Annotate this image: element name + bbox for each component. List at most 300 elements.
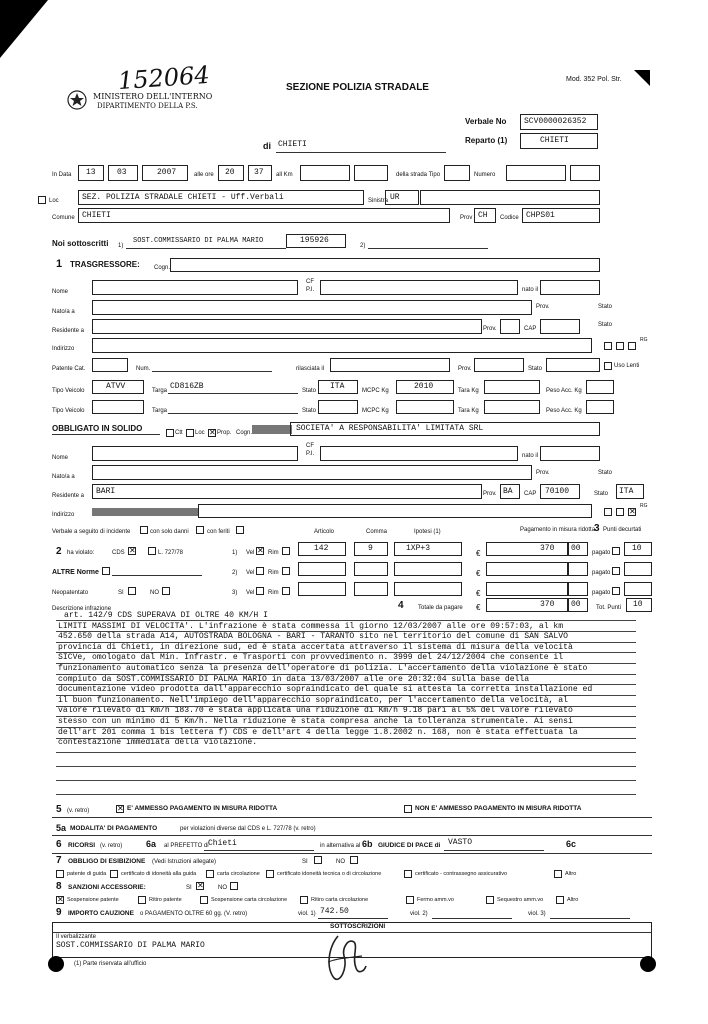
sanz-ritiro-patente-label: Ritiro patente <box>149 897 182 903</box>
ruled-line <box>56 674 636 675</box>
modalita-note: per violazioni diverse dal CDS e L. 727/78 (v. retro) <box>180 826 316 832</box>
obbligato-residente-box <box>92 484 482 499</box>
numero-box <box>506 165 566 181</box>
non-ammesso-label: NON E' AMMESSO PAGAMENTO IN MISURA RIDOTTA <box>415 805 582 812</box>
corner-mark-top-right <box>634 70 652 88</box>
row2-importo-dec-box <box>568 562 588 576</box>
neopatentato-si-checkbox[interactable] <box>128 587 136 595</box>
row3-rim-label: Rim <box>268 590 279 596</box>
danni-label: con solo danni <box>150 529 189 535</box>
sanz-altro-checkbox[interactable] <box>556 896 564 904</box>
sanz-sequestro-checkbox[interactable] <box>486 896 494 904</box>
row1-art-value: 142 <box>314 544 329 553</box>
peso-2-label: Peso Acc. Kg <box>546 408 582 414</box>
row2-rim-label: Rim <box>268 570 279 576</box>
oltre-label: o PAGAMENTO OLTRE 60 gg. (V. retro) <box>140 911 248 917</box>
uso-lenti-checkbox[interactable] <box>604 362 612 370</box>
obbligato-natoa-box <box>92 465 532 480</box>
loc-checkbox[interactable] <box>38 196 46 204</box>
numero-label: Numero <box>474 172 496 178</box>
obbligato-residente-value: BARI <box>96 487 116 496</box>
obbligato-pi-label: P.I. <box>306 451 315 457</box>
feriti-checkbox[interactable] <box>236 526 244 534</box>
section-6c-number: 6c <box>566 839 577 849</box>
modalita-label: MODALITA' DI PAGAMENTO <box>70 825 158 832</box>
row2-ipotesi-box <box>394 562 462 576</box>
esib-contrassegno-checkbox[interactable] <box>404 870 412 878</box>
verbalizzante-label: Il verbalizzante <box>56 934 97 940</box>
ruled-line <box>56 794 636 795</box>
obbligato-nato-il-label: nato il <box>522 453 539 459</box>
obbligato-stato2-value: ITA <box>619 487 634 496</box>
trasgressore-prov2-box <box>500 319 520 334</box>
month-value: 03 <box>117 168 127 177</box>
row1-vel-checkbox[interactable]: ✕ <box>257 546 264 555</box>
row1-pagato-checkbox[interactable] <box>612 547 620 555</box>
comma-label: Comma <box>366 529 388 535</box>
prefetto-label: al PREFETTO di <box>164 843 209 849</box>
description-line: art. 142/9 CDS SUPERAVA DI OLTRE 40 KM/H I <box>64 611 268 620</box>
obbligato-indirizzo-box <box>198 504 592 518</box>
obbligato-indirizzo-label: Indirizzo <box>52 512 75 518</box>
mcpc-2-box <box>396 400 454 414</box>
ruled-line <box>56 738 636 739</box>
trasgressore-indirizzo-label: Indirizzo <box>52 346 75 352</box>
row2-pagato-label: pagato <box>592 570 611 576</box>
description-line: compiuto da SOST.COMMISSARIO DI PALMA MARIO in data 13/03/2007 alle ore 20:32:04 sulla base della <box>58 674 530 684</box>
row2-vel-label: Vel <box>246 570 255 576</box>
verbale-label: Verbale No <box>465 117 507 126</box>
trasgressore-nato-il-label: nato il <box>522 287 539 293</box>
esib-certificato-checkbox[interactable] <box>110 870 118 878</box>
esib-contrassegno-label: certificato - contrassegno assicurativo <box>415 871 508 877</box>
sanz-sospensione-carta-checkbox[interactable] <box>200 896 208 904</box>
altre-norme-label: ALTRE Norme <box>52 569 99 576</box>
obbligato-ctt-checkbox[interactable] <box>166 429 174 437</box>
neopatentato-no-checkbox[interactable] <box>162 587 170 595</box>
sanz-ritiro-carta-checkbox[interactable] <box>300 896 308 904</box>
obbligato-underline <box>52 434 160 435</box>
altre-norme-checkbox[interactable] <box>102 567 110 575</box>
importo-label: IMPORTO CAUZIONE <box>68 910 134 917</box>
esib-patente-checkbox[interactable] <box>56 870 64 878</box>
patente-cat-box <box>92 358 128 372</box>
patente-num-line <box>152 371 272 372</box>
totale-box <box>486 598 568 612</box>
trasgressore-prov-label: Prov. <box>536 304 550 310</box>
totale-dec: 00 <box>571 600 581 609</box>
description-line: valore rilevato di Km/h 183.70 è stata applicata una riduzione di Km/h 9.18 pari al 5% del valore rilevato <box>58 706 573 716</box>
esib-altro-checkbox[interactable] <box>554 870 562 878</box>
neopatentato-label: Neopatentato <box>52 590 89 596</box>
row3-punti-box <box>624 582 652 596</box>
trasgressore-rg-checkbox-3[interactable] <box>628 342 636 350</box>
obbligo-si-label: SI <box>302 859 308 865</box>
comune-box <box>78 208 450 223</box>
viol2-label: viol. 2) <box>410 911 428 917</box>
row3-vel-checkbox[interactable] <box>256 587 264 595</box>
description-line: 452.650 della strada A14, AUTOSTRADA BOLOGNA - BARI - TARANTO sito nel territorio del comune di SAN SALVO <box>58 632 568 642</box>
numero-box-2 <box>570 165 600 181</box>
ruled-line <box>56 642 636 643</box>
sottoscrizioni-title: SOTTOSCRIZIONI <box>330 923 386 930</box>
peso-2-box <box>586 400 614 414</box>
signature-icon <box>318 928 374 988</box>
patente-prov-box <box>474 358 524 372</box>
di-label: di <box>263 141 271 151</box>
punch-hole-right <box>640 956 656 972</box>
sanzioni-si-label: SI <box>186 885 192 891</box>
trasgressore-residente-box <box>92 319 482 334</box>
reparto-label: Reparto (1) <box>465 136 508 145</box>
signatory-1-underline <box>126 248 286 249</box>
prefetto-line <box>204 850 314 851</box>
row1-importo-box <box>486 542 568 556</box>
tipo-veicolo-2-box <box>92 400 144 414</box>
redacted-address-block <box>92 508 198 516</box>
trasgressore-cf-label: CF <box>306 279 314 285</box>
tara-box <box>484 380 540 394</box>
obbligato-natoa-label: Nato/a a <box>52 474 75 480</box>
esib-altro-label: Altro <box>565 871 577 877</box>
row3-euro: € <box>476 589 481 598</box>
year-value: 2007 <box>157 168 177 177</box>
row2-number: 2) <box>232 570 238 576</box>
obbligato-loc-checkbox[interactable] <box>186 429 194 437</box>
sottoscritti-label: Noi sottoscritti <box>52 239 109 248</box>
tot-punti-label: Tot. Punti <box>596 605 622 611</box>
veicolo-2-stato-box <box>318 400 358 414</box>
row2-pagato-checkbox[interactable] <box>612 567 620 575</box>
description-line: LIMITI MASSIMI DI VELOCITA'. L'infrazione è stata commessa il giorno 12/03/2007 alle ore 09:57:03, al km <box>58 621 564 631</box>
pagamento-ridotto-label: Pagamento in misura ridotta <box>520 527 596 533</box>
sanzioni-label: SANZIONI ACCESSORIE: <box>68 884 146 891</box>
row1-comma-value: 9 <box>368 544 373 553</box>
obbligato-prop-checkbox[interactable]: ✕ <box>209 428 216 437</box>
trasgressore-cap-box <box>540 319 580 334</box>
obbligato-ctt-label: Ctt <box>175 430 183 436</box>
sanz-sospensione-carta-label: Sospensione carta circolazione <box>211 897 288 903</box>
row3-pagato-checkbox[interactable] <box>612 587 620 595</box>
km-label: all Km <box>276 172 293 178</box>
mcpc-label: MCPC Kg <box>362 388 389 394</box>
section-1-number: 1 <box>56 258 63 270</box>
giudice-value: VASTO <box>448 838 473 847</box>
ruled-line <box>56 766 636 767</box>
reparto-value: CHIETI <box>540 136 569 145</box>
tipo-veicolo-label: Tipo Veicolo <box>52 388 85 394</box>
viol3-label: viol. 3) <box>528 911 546 917</box>
row1-number: 1) <box>232 550 238 556</box>
verbalizzante-value: SOST.COMMISSARIO DI PALMA MARIO <box>56 941 205 950</box>
obbligato-nome-label: Nome <box>52 455 69 461</box>
punti-label: Punti decurtati <box>603 527 642 533</box>
obbligato-stato-label: Stato <box>598 470 613 476</box>
section-5-divider <box>52 817 652 818</box>
ruled-line <box>56 706 636 707</box>
prov-label: Prov <box>460 215 473 221</box>
esib-idoneita-checkbox[interactable] <box>266 870 274 878</box>
trasgressore-rg-checkbox-2[interactable] <box>616 342 624 350</box>
di-value: CHIETI <box>278 140 307 149</box>
trasgressore-cap-label: CAP <box>524 326 537 332</box>
ruled-line <box>56 684 636 685</box>
ruled-line <box>56 652 636 653</box>
codice-value: CHPS01 <box>526 211 555 220</box>
non-ammesso-checkbox[interactable] <box>404 805 412 813</box>
alternativa-label: in alternativa al <box>320 843 361 849</box>
sanz-sospensione-patente-checkbox[interactable]: ✕ <box>57 895 64 904</box>
ore-label: alle ore <box>194 172 214 178</box>
ruled-line <box>56 663 636 664</box>
prefetto-value: Chieti <box>208 839 237 848</box>
trasgressore-stato2-label: Stato <box>598 322 613 328</box>
peso-label: Peso Acc. Kg <box>546 388 582 394</box>
trasgressore-rg-checkbox-1[interactable] <box>604 342 612 350</box>
loc-value: SEZ. POLIZIA STRADALE CHIETI - Uff.Verbali <box>82 193 284 202</box>
peso-box <box>586 380 614 394</box>
row1-rim-checkbox[interactable] <box>282 547 290 555</box>
row1-euro: € <box>476 549 481 558</box>
articolo-label: Articolo <box>314 529 335 535</box>
sanz-sequestro-label: Sequestro amm.vo <box>497 897 544 903</box>
section-6a-number: 6a <box>146 839 157 849</box>
row1-importo-dec: 00 <box>571 544 581 553</box>
obbligato-rg-checkbox-3[interactable]: ✕ <box>629 507 636 516</box>
totale-euro: € <box>476 603 481 612</box>
ricorsi-retro: (v. retro) <box>100 843 123 849</box>
tot-punti-value: 10 <box>633 600 643 609</box>
trasgressore-nome-box <box>92 280 298 295</box>
strada-box <box>444 165 470 181</box>
trasgressore-natoa-box <box>92 300 532 315</box>
section-2-number: 2 <box>56 546 62 557</box>
row2-comma-box <box>354 562 388 576</box>
uso-lenti-label: Uso Lenti <box>614 363 640 369</box>
trasgressore-prov2-label: Prov. <box>483 326 497 332</box>
viol3-line <box>550 918 630 919</box>
ruled-line <box>56 620 636 621</box>
section-5-retro: (v. retro) <box>67 808 90 814</box>
row1-importo-int: 370 <box>540 544 555 553</box>
sanz-fermo-checkbox[interactable] <box>406 896 414 904</box>
hour-value: 20 <box>225 168 235 177</box>
obbligato-cap-value: 70100 <box>545 487 570 496</box>
di-underline <box>276 152 446 153</box>
row3-art-box <box>298 582 346 596</box>
ruled-line <box>56 716 636 717</box>
obbligo-si-checkbox[interactable] <box>314 856 322 864</box>
trasgressore-cognome-box <box>170 258 600 272</box>
danni-checkbox[interactable] <box>196 526 204 534</box>
obbligato-cf-label: CF <box>306 443 314 449</box>
redacted-block <box>252 425 292 434</box>
footnote: (1) Parte riservata all'ufficio <box>74 961 147 967</box>
obbligato-prov2-value: BA <box>503 487 513 496</box>
section-5a-number: 5a <box>56 823 67 833</box>
esib-carta-label: carta circolazione <box>217 871 260 877</box>
sanzioni-no-label: NO <box>218 885 227 891</box>
description-line: documentazione video prodotta dall'apparecchio sopraindicato del quale si attesta la corretta installazione ed <box>58 685 593 695</box>
tara-label: Tara Kg <box>458 388 479 394</box>
obbligo-no-checkbox[interactable] <box>350 856 358 864</box>
prov-value: CH <box>478 211 488 220</box>
mcpc-value: 2010 <box>414 382 434 391</box>
obbligato-title: OBBLIGATO IN SOLIDO <box>52 424 143 433</box>
loc-box-right <box>420 190 600 205</box>
obbligo-label: OBBLIGO DI ESIBIZIONE <box>68 858 146 865</box>
targa-label: Targa <box>152 388 168 394</box>
loc-label: Loc <box>49 198 59 204</box>
comune-value: CHIETI <box>82 211 111 220</box>
patente-prov-label: Prov. <box>458 366 472 372</box>
tara-2-box <box>484 400 540 414</box>
obbligato-residente-label: Residente a <box>52 493 85 499</box>
km-box-2 <box>354 165 388 181</box>
sanz-ritiro-carta-label: Ritiro carta circolazione <box>311 897 369 903</box>
row1-rim-label: Rim <box>268 550 279 556</box>
row1-vel-label: Vel <box>246 550 255 556</box>
ammesso-checkbox[interactable]: ✕ <box>117 804 124 813</box>
trasgressore-rg-label: RG <box>640 337 648 343</box>
sanz-fermo-label: Fermo amm.vo <box>417 897 454 903</box>
obbligo-no-label: NO <box>336 859 345 865</box>
esib-carta-checkbox[interactable] <box>206 870 214 878</box>
mcpc-2-label: MCPC Kg <box>362 408 389 414</box>
row2-rim-checkbox[interactable] <box>282 567 290 575</box>
row1-pagato-label: pagato <box>592 550 611 556</box>
targa-line <box>168 393 298 394</box>
row3-ipotesi-box <box>394 582 462 596</box>
signatory-2-number: 2) <box>360 243 366 249</box>
verbale-incidente-label: Verbale a seguito di incidente <box>52 529 131 535</box>
row2-importo-box <box>486 562 568 576</box>
ha-violato-label: ha violato: <box>67 550 95 556</box>
corner-mark-top-left <box>0 0 60 60</box>
department-name: DIPARTIMENTO DELLA P.S. <box>97 102 198 110</box>
trasgressore-nome-label: Nome <box>52 289 69 295</box>
section-8-number: 8 <box>56 881 62 892</box>
description-line: il buon funzionamento. Nell'impiego dell'apparecchio sopraindicato, per l'accertamento della velocità, al <box>58 695 568 705</box>
obbligato-prov2-label: Prov. <box>483 491 497 497</box>
legge-checkbox[interactable] <box>148 547 156 555</box>
sinistra-label: Sinistra <box>368 198 389 204</box>
row2-euro: € <box>476 569 481 578</box>
punti-number: 3 <box>594 523 600 534</box>
verbale-number: SCV0000026352 <box>524 117 587 126</box>
sinistra-value: UR <box>390 193 400 202</box>
obbligato-nato-il-box <box>540 446 600 461</box>
ruled-line <box>56 695 636 696</box>
signatory-1-name: SOST.COMMISSARIO DI PALMA MARIO <box>133 237 264 245</box>
km-box-1 <box>300 165 350 181</box>
neopatentato-no-label: NO <box>150 590 159 596</box>
row3-rim-checkbox[interactable] <box>282 587 290 595</box>
incidente-checkbox[interactable] <box>140 526 148 534</box>
giudice-line <box>444 850 544 851</box>
comune-label: Comune <box>52 215 75 221</box>
targa-value: CD816ZB <box>170 382 204 391</box>
patente-num-label: Num. <box>136 366 151 372</box>
esib-certificato-label: certificato di idoneità alla guida <box>121 871 197 877</box>
descrizione-label: Descrizione infrazione <box>52 606 112 612</box>
ruled-line <box>56 780 636 781</box>
ricorsi-label: RICORSI <box>68 842 96 849</box>
ministry-name: MINISTERO DELL'INTERNO <box>93 92 213 101</box>
section-7-number: 7 <box>56 855 62 866</box>
patente-stato-label: Stato <box>528 366 543 372</box>
cds-label: CDS <box>112 550 125 556</box>
viol1-value: 742.50 <box>320 907 349 916</box>
row2-vel-checkbox[interactable] <box>256 567 264 575</box>
row3-comma-box <box>354 582 388 596</box>
viol1-label: viol. 1) <box>298 911 316 917</box>
trasgressore-residente-label: Residente a <box>52 328 85 334</box>
strada-label: della strada Tipo <box>396 172 441 178</box>
row1-punti-value: 10 <box>632 544 642 553</box>
obbligato-cognome-label: Cogn. <box>236 430 253 436</box>
neopatentato-si-label: SI <box>118 590 124 596</box>
obbligato-rg-label: RG <box>640 503 648 509</box>
tipo-veicolo-2-label: Tipo Veicolo <box>52 408 85 414</box>
day-value: 13 <box>86 168 96 177</box>
trasgressore-cf-box <box>320 280 518 295</box>
obbligato-prop-label: Prop. <box>217 430 232 436</box>
section-6b-number: 6b <box>362 839 373 849</box>
ruled-line <box>56 752 636 753</box>
section-4-number: 4 <box>398 600 404 611</box>
punch-hole-left <box>48 956 64 972</box>
patente-rilasciata-box <box>330 358 450 372</box>
obbligato-cf-box <box>320 446 518 461</box>
tipo-veicolo-value: ATVV <box>106 382 126 391</box>
veicolo-stato-value: ITA <box>330 382 345 391</box>
ipotesi-label: Ipotesi (1) <box>414 529 441 535</box>
row3-importo-box <box>486 582 568 596</box>
sanzioni-si-checkbox[interactable]: ✕ <box>197 881 204 890</box>
legge-label: L. 727/78 <box>158 550 184 556</box>
sanzioni-no-checkbox[interactable] <box>230 882 238 890</box>
description-line: contestazione immediata della violazione. <box>58 738 258 748</box>
esib-idoneita-label: certificato idoneità tecnica o di circolazione <box>277 871 382 877</box>
section-5-number: 5 <box>56 804 62 815</box>
section-9-number: 9 <box>56 907 62 918</box>
row1-ipotesi-value: 1XP+3 <box>406 544 431 553</box>
patente-stato-box <box>546 358 600 372</box>
obbligato-rg-checkbox-1[interactable] <box>604 508 612 516</box>
obbligato-prov-label: Prov. <box>536 470 550 476</box>
trasgressore-indirizzo-box <box>92 338 592 353</box>
trasgressore-cognome-label: Cogn. <box>154 265 171 271</box>
viol2-line <box>432 918 512 919</box>
row2-punti-box <box>624 562 652 576</box>
obbligato-cognome-value: SOCIETA' A RESPONSABILITA' LIMITATA SRL <box>296 424 484 433</box>
trasgressore-stato-label: Stato <box>598 304 613 310</box>
obbligo-note: (Vedi Istruzioni allegate) <box>152 859 217 865</box>
viol1-line <box>318 918 388 919</box>
feriti-label: con feriti <box>207 529 230 535</box>
obbligato-rg-checkbox-2[interactable] <box>616 508 624 516</box>
tara-2-label: Tara Kg <box>458 408 479 414</box>
description-line: provincia di Chieti, in direzione sud, ed è stata accertata attraverso il sistema di misura della velocità <box>58 642 573 652</box>
obbligato-nome-box <box>92 446 298 461</box>
section-5a-divider <box>52 835 652 836</box>
signatory-1-number: 1) <box>118 243 124 249</box>
minute-value: 37 <box>254 168 264 177</box>
patente-rilasciata-label: rilasciata il <box>296 366 325 372</box>
sanz-ritiro-patente-checkbox[interactable] <box>138 896 146 904</box>
cds-checkbox[interactable]: ✕ <box>129 546 136 555</box>
